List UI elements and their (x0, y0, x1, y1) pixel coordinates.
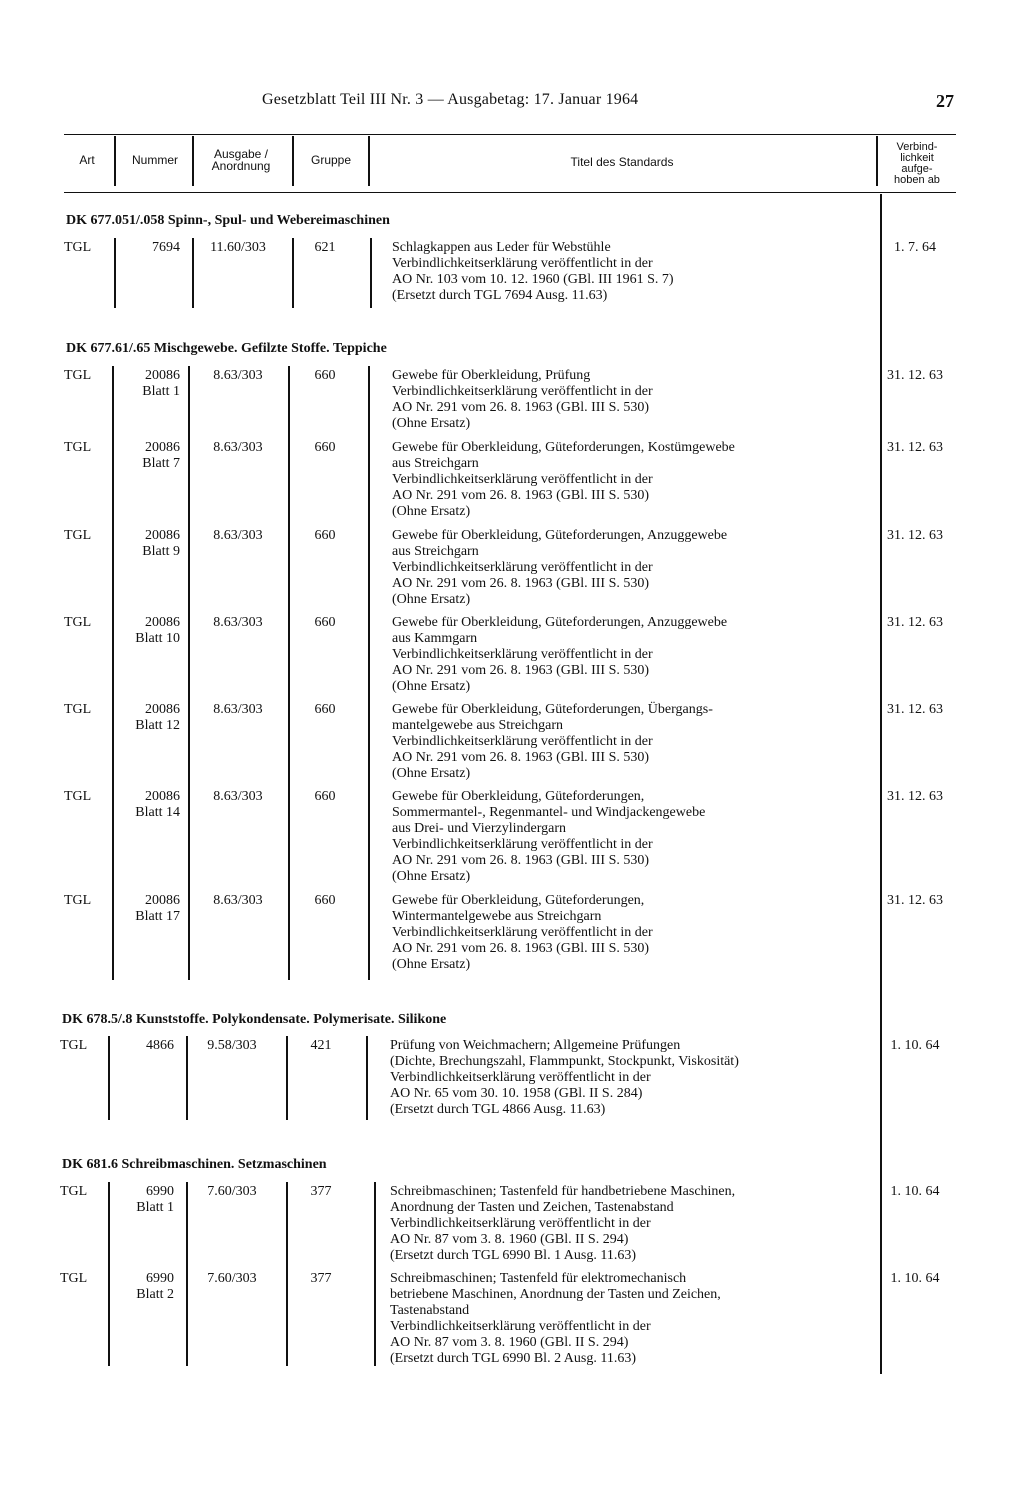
section-title: DK 677.051/.058 Spinn-, Spul- und Webereimaschinen (66, 213, 390, 228)
row-divider (374, 1182, 376, 1366)
gruppe-cell: 621 (314, 240, 336, 255)
row-divider (114, 238, 116, 308)
titel-cell: Gewebe für Oberkleidung, Prüfung Verbindlichkeitserklärung veröffentlicht in der AO Nr. 291 vom 26. 8. 1963 (GBl. III S. 530) (Ohne Ersatz) (392, 368, 653, 431)
gruppe-cell: 660 (314, 528, 336, 543)
nummer-cell: 7694 (152, 240, 180, 255)
column-nummer: Nummer (131, 153, 178, 167)
ausgabe-cell: 8.63/303 (213, 789, 263, 804)
row-divider (292, 238, 294, 308)
nummer-cell: 6990 Blatt 1 (136, 1184, 174, 1215)
nummer-cell: 20086 Blatt 12 (135, 702, 180, 733)
nummer-cell: 20086 Blatt 17 (135, 893, 180, 924)
datum-cell: 1. 10. 64 (890, 1184, 940, 1199)
ausgabe-cell: 8.63/303 (213, 440, 263, 455)
gruppe-cell: 421 (310, 1038, 332, 1053)
art-cell: TGL (64, 368, 92, 383)
gruppe-cell: 660 (314, 702, 336, 717)
row-divider (368, 366, 370, 980)
gruppe-cell: 660 (314, 440, 336, 455)
nummer-cell: 20086 Blatt 1 (142, 368, 180, 399)
header-divider (292, 136, 294, 186)
art-cell: TGL (64, 702, 92, 717)
row-divider (286, 1036, 288, 1120)
ausgabe-cell: 7.60/303 (207, 1184, 257, 1199)
ausgabe-cell: 11.60/303 (210, 240, 266, 255)
section-title: DK 678.5/.8 Kunststoffe. Polykondensate. Polymerisate. Silikone (62, 1012, 447, 1027)
art-cell: TGL (64, 240, 92, 255)
art-cell: TGL (60, 1271, 88, 1286)
gruppe-cell: 660 (314, 615, 336, 630)
section-title: DK 677.61/.65 Mischgewebe. Gefilzte Stoffe. Teppiche (66, 341, 387, 356)
row-divider (286, 1182, 288, 1366)
ausgabe-cell: 8.63/303 (213, 368, 263, 383)
row-divider (192, 238, 194, 308)
datum-cell: 31. 12. 63 (887, 789, 943, 804)
row-divider (108, 1036, 110, 1120)
art-cell: TGL (64, 615, 92, 630)
gruppe-cell: 660 (314, 368, 336, 383)
page-number: 27 (936, 91, 954, 111)
header-divider (192, 136, 194, 186)
row-divider (108, 1182, 110, 1366)
art-cell: TGL (64, 440, 92, 455)
column-gruppe: Gruppe (310, 153, 352, 167)
titel-cell: Schreibmaschinen; Tastenfeld für handbetriebene Maschinen, Anordnung der Tasten und Zeichen, Tastenabstand Verbindlichkeitserklärung veröffentlicht in der AO Nr. 87 vom 3. 8. 1960 (GBl. II S. 294) (Ersetzt durch TGL 6990 Bl. 1 Ausg. 11.63) (390, 1184, 736, 1263)
section-title: DK 681.6 Schreibmaschinen. Setzmaschinen (62, 1157, 327, 1172)
gruppe-cell: 660 (314, 789, 336, 804)
ausgabe-cell: 9.58/303 (207, 1038, 257, 1053)
titel-cell: Gewebe für Oberkleidung, Güteforderungen, Sommermantel-, Regenmantel- und Windjackengewebe aus Drei- und Vierzylindergarn Verbindlichkeitserklärung veröffentlicht in der AO Nr. 291 vom 26. 8. 1963 (GBl. III S. 530) (Ohne Ersatz) (392, 789, 706, 884)
titel-cell: Schlagkappen aus Leder für Webstühle Verbindlichkeitserklärung veröffentlicht in der AO Nr. 103 vom 10. 12. 1960 (GBl. III 1961 S. 7) (Ersetzt durch TGL 7694 Ausg. 11.63) (392, 240, 674, 303)
titel-cell: Gewebe für Oberkleidung, Güteforderungen, Kostümgewebe aus Streichgarn Verbindlichkeitserklärung veröffentlicht in der AO Nr. 291 vom 26. 8. 1963 (GBl. III S. 530) (Ohne Ersatz) (392, 440, 735, 519)
datum-cell: 1. 10. 64 (890, 1038, 940, 1053)
ausgabe-cell: 7.60/303 (207, 1271, 257, 1286)
header-divider (114, 136, 116, 186)
ausgabe-cell: 8.63/303 (213, 615, 263, 630)
row-divider (186, 1182, 188, 1366)
running-header: Gesetzblatt Teil III Nr. 3 — Ausgabetag: 17. Januar 1964 (262, 91, 639, 108)
nummer-cell: 20086 Blatt 7 (142, 440, 180, 471)
row-divider (370, 238, 372, 308)
datum-cell: 1. 7. 64 (894, 240, 936, 255)
column-art: Art (79, 153, 95, 167)
nummer-cell: 6990 Blatt 2 (136, 1271, 174, 1302)
art-cell: TGL (64, 789, 92, 804)
titel-cell: Gewebe für Oberkleidung, Güteforderungen, Anzuggewebe aus Streichgarn Verbindlichkeitserklärung veröffentlicht in der AO Nr. 291 vom 26. 8. 1963 (GBl. III S. 530) (Ohne Ersatz) (392, 528, 728, 607)
datum-cell: 31. 12. 63 (887, 528, 943, 543)
gruppe-cell: 660 (314, 893, 336, 908)
row-divider (112, 366, 114, 980)
datum-cell: 1. 10. 64 (890, 1271, 940, 1286)
titel-cell: Schreibmaschinen; Tastenfeld für elektromechanisch betriebene Maschinen, Anordnung der Tasten und Zeichen, Tastenabstand Verbindlichkeitserklärung veröffentlicht in der AO Nr. 87 vom 3. 8. 1960 (GBl. II S. 294) (Ersetzt durch TGL 6990 Bl. 2 Ausg. 11.63) (390, 1271, 721, 1366)
ausgabe-cell: 8.63/303 (213, 702, 263, 717)
datum-cell: 31. 12. 63 (887, 368, 943, 383)
datum-cell: 31. 12. 63 (887, 893, 943, 908)
art-cell: TGL (60, 1184, 88, 1199)
header-top-rule (64, 134, 956, 135)
gruppe-cell: 377 (310, 1184, 332, 1199)
row-divider (288, 366, 290, 980)
header-divider (368, 136, 370, 186)
datum-cell: 31. 12. 63 (887, 702, 943, 717)
art-cell: TGL (64, 893, 92, 908)
titel-cell: Gewebe für Oberkleidung, Güteforderungen, Anzuggewebe aus Kammgarn Verbindlichkeitserklärung veröffentlicht in der AO Nr. 291 vom 26. 8. 1963 (GBl. III S. 530) (Ohne Ersatz) (392, 615, 728, 694)
column-verbindlichkeit: Verbind- lichkeit aufge- hoben ab (894, 141, 940, 186)
art-cell: TGL (64, 528, 92, 543)
row-divider (186, 1036, 188, 1120)
header-divider (876, 136, 878, 186)
column-titel: Titel des Standards (570, 155, 674, 169)
header-bottom-rule (64, 192, 956, 193)
nummer-cell: 20086 Blatt 10 (135, 615, 180, 646)
gruppe-cell: 377 (310, 1271, 332, 1286)
ausgabe-cell: 8.63/303 (213, 528, 263, 543)
titel-cell: Gewebe für Oberkleidung, Güteforderungen, Wintermantelgewebe aus Streichgarn Verbindlichkeitserklärung veröffentlicht in der AO Nr. 291 vom 26. 8. 1963 (GBl. III S. 530) (Ohne Ersatz) (392, 893, 653, 972)
nummer-cell: 20086 Blatt 14 (135, 789, 180, 820)
titel-cell: Prüfung von Weichmachern; Allgemeine Prüfungen (Dichte, Brechungszahl, Flammpunkt, Stockpunkt, Viskosität) Verbindlichkeitserklärung veröffentlicht in der AO Nr. 65 vom 30. 10. 1958 (GBl. II S. 284) (Ersetzt durch TGL 4866 Ausg. 11.63) (390, 1038, 739, 1117)
titel-cell: Gewebe für Oberkleidung, Güteforderungen, Übergangs- mantelgewebe aus Streichgarn Verbindlichkeitserklärung veröffentlicht in der AO Nr. 291 vom 26. 8. 1963 (GBl. III S. 530) (Ohne Ersatz) (392, 702, 713, 781)
datum-cell: 31. 12. 63 (887, 615, 943, 630)
column-ausgabe: Ausgabe / Anordnung (211, 147, 271, 173)
nummer-cell: 4866 (146, 1038, 174, 1053)
ausgabe-cell: 8.63/303 (213, 893, 263, 908)
row-divider (188, 366, 190, 980)
datum-cell: 31. 12. 63 (887, 440, 943, 455)
art-cell: TGL (60, 1038, 88, 1053)
row-divider (366, 1036, 368, 1120)
nummer-cell: 20086 Blatt 9 (142, 528, 180, 559)
